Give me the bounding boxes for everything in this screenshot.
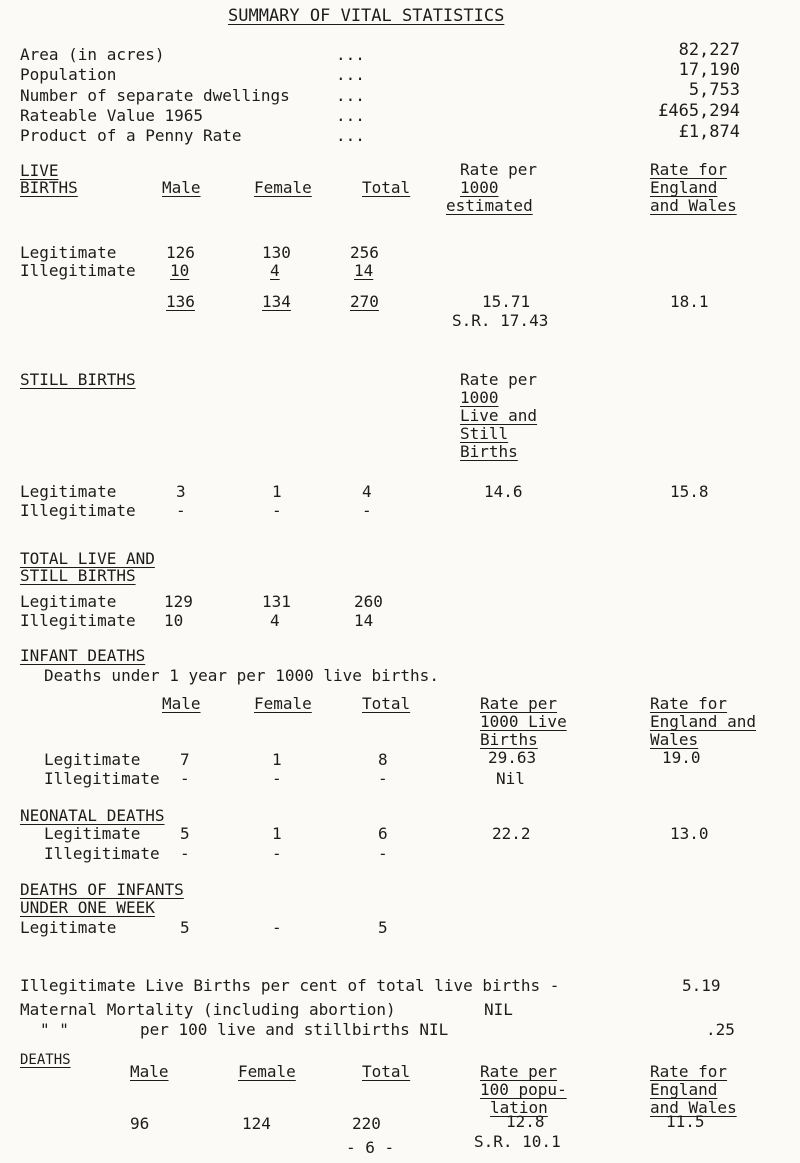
illegitimate-percentage-value: 5.19 — [682, 976, 721, 995]
summary-value-penny-rate: £1,874 — [678, 122, 740, 142]
illegitimate-percentage-label: Illegitimate Live Births per cent of total live births - — [20, 976, 560, 995]
summary-value-area: 82,227 — [678, 40, 740, 60]
col-header-ew-rate: Wales — [650, 730, 699, 749]
maternal-per-100-label: per 100 live and stillbirths NIL — [140, 1020, 449, 1039]
total-live-still-heading: STILL BIRTHS — [20, 566, 136, 585]
ditto-marks: " " — [40, 1020, 69, 1039]
col-header-male: Male — [162, 694, 201, 713]
cell-total: - — [378, 844, 388, 863]
cell-male: - — [180, 769, 190, 788]
cell-total: 14 — [354, 261, 374, 280]
summary-label-dwellings: Number of separate dwellings — [20, 86, 290, 105]
infant-deaths-subheading: Deaths under 1 year per 1000 live births. — [44, 666, 439, 685]
row-label-legitimate: Legitimate — [20, 243, 117, 262]
summary-value-population: 17,190 — [678, 60, 740, 80]
col-header-rate: 100 popu- — [480, 1080, 567, 1099]
summary-value-dwellings: 5,753 — [688, 80, 740, 100]
col-header-rate: Rate per — [480, 1062, 558, 1081]
total-female: 134 — [262, 292, 291, 311]
summary-dots: ... — [336, 45, 365, 64]
ew-rate: 11.5 — [666, 1112, 705, 1131]
row-label-illegitimate: Illegitimate — [20, 261, 136, 280]
page-title: SUMMARY OF VITAL STATISTICS — [228, 6, 505, 26]
col-header-male: Male — [162, 178, 201, 197]
ew-rate: 15.8 — [670, 482, 709, 501]
cell-female: 130 — [262, 243, 291, 262]
cell-female: 1 — [272, 824, 282, 843]
col-header-total: Total — [362, 1062, 411, 1081]
neonatal-heading: NEONATAL DEATHS — [20, 806, 165, 825]
deaths-heading: DEATHS — [20, 1052, 71, 1068]
infant-deaths-heading: INFANT DEATHS — [20, 646, 146, 665]
summary-label-area: Area (in acres) — [20, 45, 165, 64]
row-label-illegitimate: Illegitimate — [44, 844, 160, 863]
summary-label-penny-rate: Product of a Penny Rate — [20, 126, 242, 145]
col-header-ew-rate: and Wales — [650, 196, 737, 215]
summary-label-rateable: Rateable Value 1965 — [20, 106, 204, 125]
summary-label-population: Population — [20, 65, 117, 84]
col-header-rate: lation — [490, 1098, 548, 1117]
page-number: - 6 - — [346, 1138, 395, 1157]
summary-dots: ... — [336, 65, 365, 84]
cell-male: 5 — [180, 824, 190, 843]
row-label-legitimate: Legitimate — [20, 482, 117, 501]
one-week-heading: DEATHS OF INFANTS — [20, 880, 184, 899]
row-label-legitimate: Legitimate — [44, 750, 141, 769]
cell-total: 260 — [354, 592, 383, 611]
cell-female: 131 — [262, 592, 291, 611]
row-label-legitimate: Legitimate — [20, 918, 117, 937]
cell-female: - — [272, 769, 282, 788]
col-header-rate: Rate per — [460, 370, 538, 389]
cell-total: - — [378, 769, 388, 788]
live-births-heading: BIRTHS — [20, 178, 78, 197]
cell-female: 1 — [272, 750, 282, 769]
col-header-rate: 1000 — [460, 178, 499, 197]
col-header-male: Male — [130, 1062, 169, 1081]
still-births-heading: STILL BIRTHS — [20, 370, 136, 389]
cell-total: 14 — [354, 611, 374, 630]
infant-death-rate: 29.63 — [488, 748, 537, 767]
ew-rate: 13.0 — [670, 824, 709, 843]
cell-female: - — [272, 844, 282, 863]
col-header-total: Total — [362, 178, 411, 197]
cell-female: 4 — [270, 261, 280, 280]
cell-female: - — [272, 918, 282, 937]
cell-female: - — [272, 501, 282, 520]
col-header-rate: Still — [460, 424, 509, 443]
deaths-female: 124 — [242, 1114, 271, 1133]
col-header-rate: 1000 Live — [480, 712, 567, 731]
cell-male: 129 — [164, 592, 193, 611]
row-label-illegitimate: Illegitimate — [44, 769, 160, 788]
death-rate: 12.8 — [506, 1112, 545, 1131]
col-header-rate: Births — [460, 442, 518, 461]
ew-rate: 19.0 — [662, 748, 701, 767]
col-header-rate: estimated — [446, 196, 533, 215]
row-label-illegitimate: Illegitimate — [20, 611, 136, 630]
row-label-legitimate: Legitimate — [20, 592, 117, 611]
col-header-female: Female — [254, 694, 312, 713]
col-header-rate: Rate per — [460, 160, 538, 179]
deaths-total: 220 — [352, 1114, 381, 1133]
col-header-rate: Births — [480, 730, 538, 749]
live-births-heading: LIVE — [20, 161, 59, 180]
cell-male: 3 — [176, 482, 186, 501]
col-header-ew-rate: and Wales — [650, 1098, 737, 1117]
ew-rate: 18.1 — [670, 292, 709, 311]
maternal-ew-rate: .25 — [706, 1020, 735, 1039]
summary-dots: ... — [336, 106, 365, 125]
cell-male: 5 — [180, 918, 190, 937]
deaths-male: 96 — [130, 1114, 150, 1133]
cell-male: - — [180, 844, 190, 863]
total-male: 136 — [166, 292, 195, 311]
col-header-ew-rate: England — [650, 1080, 718, 1099]
cell-female: 1 — [272, 482, 282, 501]
death-standardised-rate: S.R. 10.1 — [474, 1132, 561, 1151]
neonatal-rate: 22.2 — [492, 824, 531, 843]
infant-death-rate: Nil — [496, 769, 525, 788]
standardised-rate: S.R. 17.43 — [452, 311, 549, 330]
cell-total: 5 — [378, 918, 388, 937]
col-header-rate: Live and — [460, 406, 538, 425]
cell-male: 10 — [170, 261, 190, 280]
col-header-ew-rate: Rate for — [650, 160, 728, 179]
row-label-illegitimate: Illegitimate — [20, 501, 136, 520]
col-header-ew-rate: England and — [650, 712, 756, 731]
col-header-total: Total — [362, 694, 411, 713]
summary-dots: ... — [336, 86, 365, 105]
cell-male: 7 — [180, 750, 190, 769]
cell-male: 10 — [164, 611, 184, 630]
maternal-mortality-value: NIL — [484, 1000, 513, 1019]
live-birth-rate: 15.71 — [482, 292, 531, 311]
cell-total: - — [362, 501, 372, 520]
cell-female: 4 — [270, 611, 280, 630]
row-label-legitimate: Legitimate — [44, 824, 141, 843]
maternal-mortality-label: Maternal Mortality (including abortion) — [20, 1000, 396, 1019]
col-header-ew-rate: Rate for — [650, 1062, 728, 1081]
col-header-rate: 1000 — [460, 388, 499, 407]
total-total: 270 — [350, 292, 379, 311]
total-live-still-heading: TOTAL LIVE AND — [20, 549, 155, 568]
one-week-heading: UNDER ONE WEEK — [20, 898, 155, 917]
cell-total: 8 — [378, 750, 388, 769]
cell-total: 256 — [350, 243, 379, 262]
cell-male: - — [176, 501, 186, 520]
cell-male: 126 — [166, 243, 195, 262]
col-header-ew-rate: Rate for — [650, 694, 728, 713]
summary-dots: ... — [336, 126, 365, 145]
col-header-rate: Rate per — [480, 694, 558, 713]
summary-value-rateable: £465,294 — [658, 101, 740, 121]
col-header-female: Female — [254, 178, 312, 197]
cell-total: 6 — [378, 824, 388, 843]
col-header-ew-rate: England — [650, 178, 718, 197]
col-header-female: Female — [238, 1062, 296, 1081]
cell-total: 4 — [362, 482, 372, 501]
still-birth-rate: 14.6 — [484, 482, 523, 501]
